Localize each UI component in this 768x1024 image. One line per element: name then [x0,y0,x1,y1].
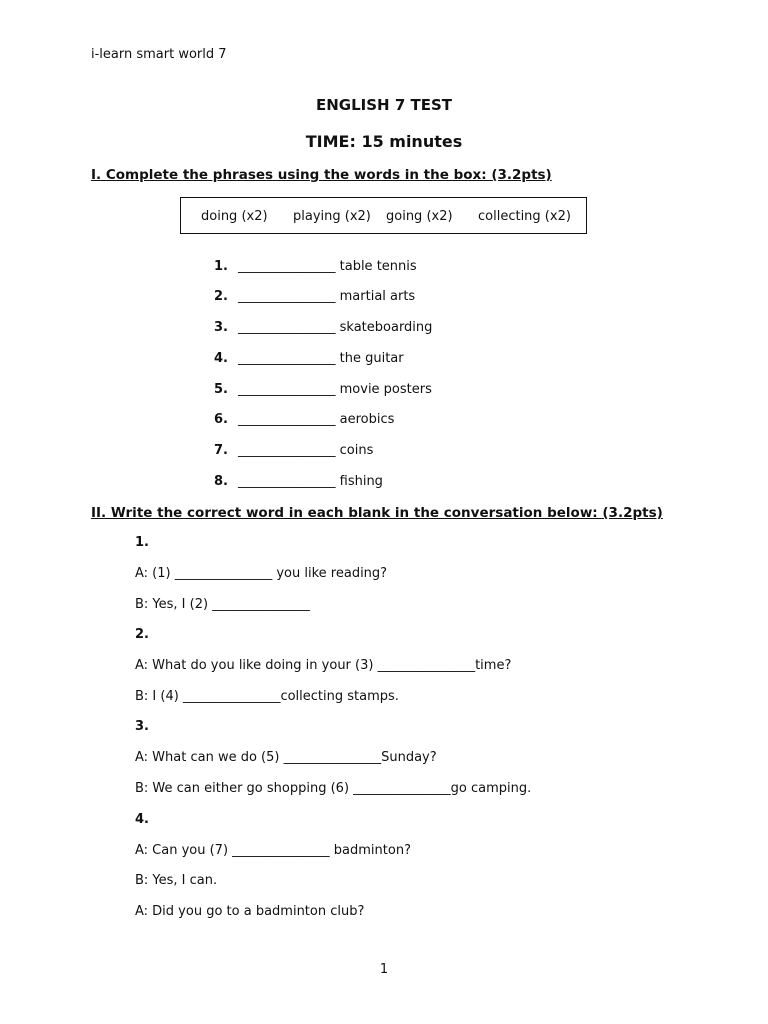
word-box [180,197,587,234]
section-1-heading: I. Complete the phrases using the words in the box: (3.2pts) [91,167,552,183]
phrase-item: _______________ fishing [238,474,383,489]
item-number: 7. [214,443,228,458]
page-number: 1 [379,962,389,977]
dialogue-line: A: What can we do (5) _______________Sunday? [135,750,437,765]
conversation-number: 3. [135,719,149,734]
dialogue-line: B: Yes, I can. [135,873,218,888]
phrase-item: _______________ the guitar [238,351,404,366]
test-title: ENGLISH 7 TEST [315,96,452,114]
phrase-item: _______________ martial arts [238,289,416,304]
dialogue-line: A: Did you go to a badminton club? [135,904,365,919]
item-number: 3. [214,320,228,335]
conversation-number: 1. [135,535,149,550]
phrase-item: _______________ movie posters [238,382,432,397]
item-number: 1. [214,259,228,274]
phrase-item: _______________ table tennis [238,259,417,274]
document-header: i-learn smart world 7 [91,47,227,62]
word-box-item: doing (x2) [201,209,268,224]
dialogue-line: B: Yes, I (2) _______________ [135,597,310,612]
conversation-number: 2. [135,627,149,642]
phrase-item: _______________ coins [238,443,374,458]
item-number: 6. [214,412,228,427]
section-2-heading: II. Write the correct word in each blank in the conversation below: (3.2pts) [91,505,663,521]
dialogue-line: A: Can you (7) _______________ badminton? [135,843,411,858]
dialogue-line: A: What do you like doing in your (3) _______________time? [135,658,512,673]
dialogue-line: B: We can either go shopping (6) _______________go camping. [135,781,532,796]
conversation-number: 4. [135,812,149,827]
item-number: 8. [214,474,228,489]
phrase-item: _______________ skateboarding [238,320,433,335]
item-number: 4. [214,351,228,366]
item-number: 2. [214,289,228,304]
word-box-item: collecting (x2) [478,209,571,224]
dialogue-line: A: (1) _______________ you like reading? [135,566,388,581]
word-box-item: playing (x2) [293,209,371,224]
item-number: 5. [214,382,228,397]
phrase-item: _______________ aerobics [238,412,395,427]
test-time: TIME: 15 minutes [305,132,463,151]
word-box-item: going (x2) [386,209,453,224]
dialogue-line: B: I (4) _______________collecting stamps. [135,689,399,704]
